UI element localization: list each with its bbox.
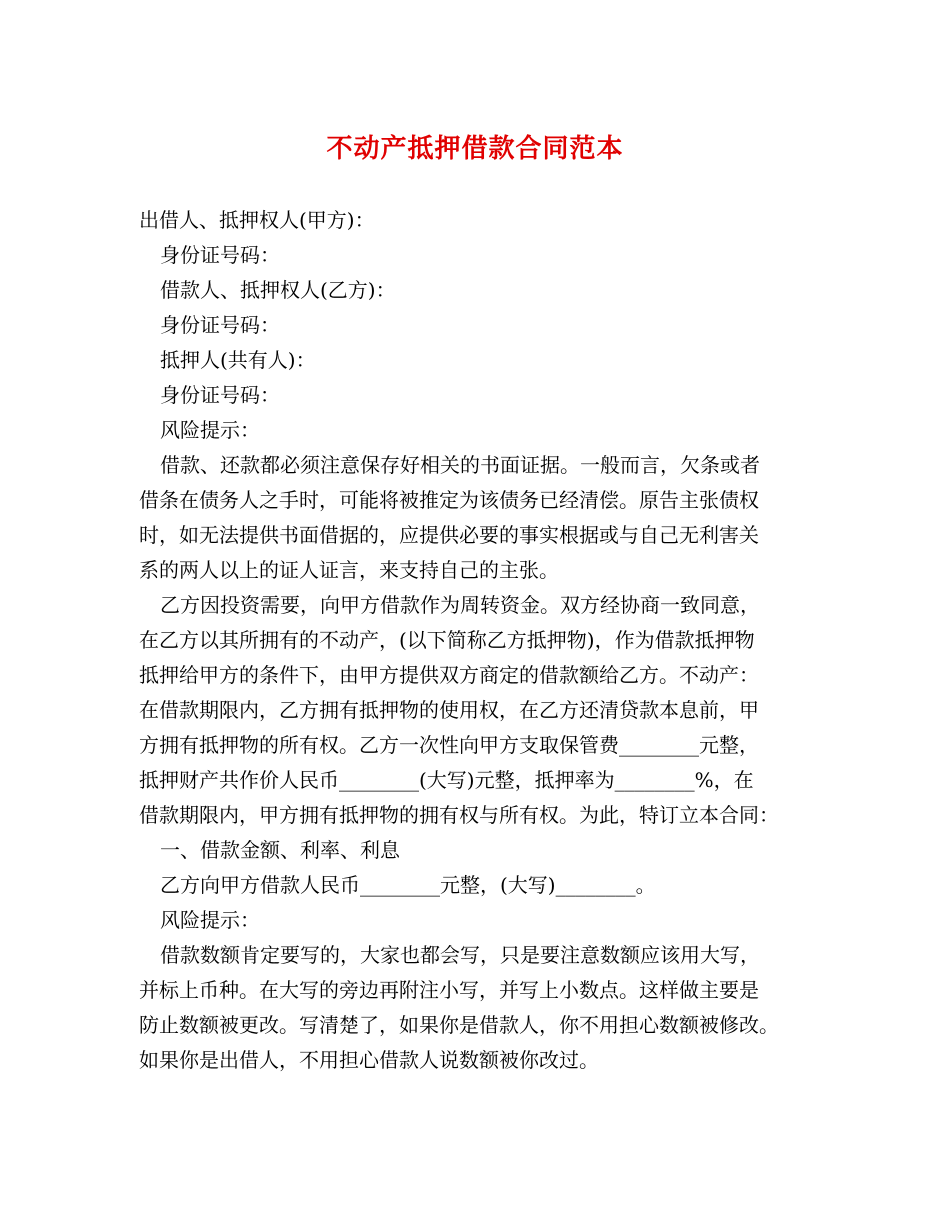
text-line: 风险提示： (160, 418, 260, 442)
text-line: 在借款期限内，乙方拥有抵押物的使用权，在乙方还清贷款本息前，甲 (139, 698, 759, 722)
text-line: 在乙方以其所拥有的不动产，(以下简称乙方抵押物)，作为借款抵押物 (139, 628, 755, 652)
text-line: 借条在债务人之手时，可能将被推定为该债务已经清偿。原告主张债权 (139, 488, 759, 512)
text-line: 并标上币种。在大写的旁边再附注小写，并写上小数点。这样做主要是 (139, 978, 759, 1002)
text-line: 时，如无法提供书面借据的，应提供必要的事实根据或与自己无利害关 (139, 523, 759, 547)
text-line: 如果你是出借人，不用担心借款人说数额被你改过。 (139, 1048, 599, 1072)
text-line: 抵押给甲方的条件下，由甲方提供双方商定的借款额给乙方。不动产： (139, 663, 759, 687)
text-line: 抵押财产共作价人民币________(大写)元整，抵押率为________%，在 (139, 768, 754, 792)
text-line: 身份证号码： (160, 243, 280, 267)
text-line: 防止数额被更改。写清楚了，如果你是借款人，你不用担心数额被修改。 (139, 1013, 779, 1037)
text-line: 乙方向甲方借款人民币________元整，(大写)________。 (160, 873, 656, 897)
document-body (139, 203, 829, 1078)
text-line: 风险提示： (160, 908, 260, 932)
text-line: 借款数额肯定要写的，大家也都会写，只是要注意数额应该用大写， (160, 943, 760, 967)
text-line: 系的两人以上的证人证言，来支持自己的主张。 (139, 558, 559, 582)
text-line: 乙方因投资需要，向甲方借款作为周转资金。双方经协商一致同意， (160, 593, 760, 617)
text-line: 出借人、抵押权人(甲方)： (139, 208, 375, 232)
text-line: 身份证号码： (160, 383, 280, 407)
text-line: 借款、还款都必须注意保存好相关的书面证据。一般而言，欠条或者 (160, 453, 760, 477)
text-line: 方拥有抵押物的所有权。乙方一次性向甲方支取保管费________元整， (139, 733, 759, 757)
text-line: 身份证号码： (160, 313, 280, 337)
text-line: 借款期限内，甲方拥有抵押物的拥有权与所有权。为此，特订立本合同： (139, 803, 779, 827)
text-line: 抵押人(共有人)： (160, 348, 316, 372)
text-line: 一、借款金额、利率、利息 (160, 838, 400, 862)
document-title: 不动产抵押借款合同范本 (326, 134, 624, 164)
text-line: 借款人、抵押权人(乙方)： (160, 278, 396, 302)
